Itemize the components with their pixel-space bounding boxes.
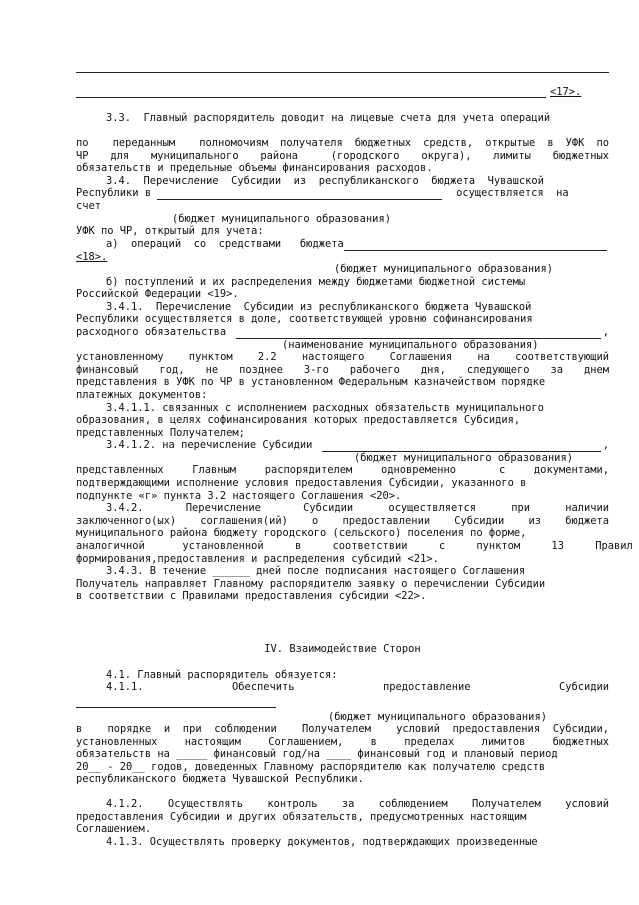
blank-field[interactable] — [236, 329, 601, 339]
paragraph-3-4: 3.4. Перечисление Субсидии из республиканского бюджета Чувашской — [106, 175, 544, 187]
paragraph-4-1-2: 4.1.2. Осуществлять контроль за соблюдением Получателем условий — [106, 798, 609, 810]
text-line: представленных Главным распорядителем одновременно с документами, — [76, 464, 609, 476]
text-line — [76, 490, 609, 503]
blank-line — [76, 97, 546, 98]
text-line: 20__ - 20__ годов, доведенных Главному распорядителю как получателю средств — [76, 761, 546, 773]
text-line: республиканского бюджета Чувашской Республики. — [76, 773, 364, 785]
field-caption: (бюджет муниципального образования) — [334, 263, 553, 275]
text-line: ЧР для муниципального района (городского округа), лимиты бюджетных — [76, 150, 609, 162]
text-line: Российской Федерации <19>. — [76, 288, 239, 300]
blank-field[interactable] — [344, 241, 607, 251]
field-caption: (бюджет муниципального образования) — [354, 452, 573, 464]
text-line: Соглашением. — [76, 823, 152, 835]
field-caption: (бюджет муниципального образования) — [328, 711, 547, 723]
paragraph-4-1: 4.1. Главный распорядитель обязуется: — [106, 669, 338, 681]
text-line: 3.4.1.1. связанных с исполнением расходных обязательств муниципального — [106, 402, 544, 414]
text-line: в порядке и при соблюдении Получателем условий предоставления Субсидии, — [76, 723, 609, 735]
text-fragment: , — [602, 439, 609, 451]
text-line: установленному пунктом 2.2 настоящего Соглашения на соответствующий — [76, 351, 609, 363]
footnote-ref[interactable]: <17>. — [550, 86, 582, 98]
text-line: формирования,предоставления и распределения субсидий <21>. — [76, 553, 439, 565]
text-line: представления в УФК по ЧР в установленном Федеральным казначейством порядке — [76, 376, 546, 388]
paragraph-3-4-3: 3.4.3. В течение ______ дней после подписания настоящего Соглашения — [106, 565, 526, 577]
section-title: IV. Взаимодействие Сторон — [264, 643, 421, 655]
blank-field[interactable] — [322, 442, 600, 452]
paragraph-3-4-2: 3.4.2. Перечисление Субсидии осуществляется при наличии — [106, 502, 609, 514]
text-fragment: , — [602, 326, 609, 338]
text-line: УФК по ЧР, открытый для учета: — [76, 225, 264, 237]
text-line: предоставления Субсидии и других обязательств, предусмотренных настоящим — [76, 811, 527, 823]
text-fragment: подпункте «г» пункта 3.2 настоящего Соглашения <20>. — [76, 490, 402, 502]
text-line: б) поступлений и их распределения между бюджетами бюджетной системы — [106, 276, 526, 288]
text-line: Получатель направляет Главному распорядителю заявку о перечислении Субсидии — [76, 578, 546, 590]
paragraph-3-4-1: 3.4.1. Перечисление Субсидии из республиканского бюджета Чувашской — [106, 301, 532, 313]
text-line — [76, 439, 609, 452]
text-line: подтверждающими исполнение условия предоставления Субсидии, указанного в — [76, 477, 527, 489]
text-fragment: 3.4.1.2. на перечисление Субсидии — [106, 439, 313, 451]
text-fragment: расходного обязательства — [76, 326, 227, 338]
text-line: заключенного(ых) соглашения(ий) о предоставлении Субсидии из бюджета — [76, 515, 609, 527]
text-line — [76, 238, 609, 251]
text-fragment: осуществляется на — [456, 187, 569, 199]
text-line: платежных документов: — [76, 389, 208, 401]
text-line: 4.1.1. Обеспечить предоставление Субсидии — [106, 681, 609, 693]
blank-field[interactable] — [157, 190, 442, 200]
text-line: Республики осуществляется в доле, соответствующей уровню софинансирования — [76, 313, 533, 325]
footnote-ref[interactable]: <18>. — [76, 251, 108, 263]
field-caption: (наименование муниципального образования) — [282, 339, 539, 351]
field-caption: (бюджет муниципального образования) — [172, 213, 391, 225]
text-line: финансовый год, не позднее 3-го рабочего дня, следующего за днем — [76, 364, 609, 376]
text-line: счет — [76, 200, 102, 212]
text-fragment: Республики в — [76, 187, 152, 199]
blank-line — [76, 707, 276, 708]
blank-line — [76, 72, 609, 73]
text-line: муниципального района бюджету городского (сельского) поселения по форме, — [76, 527, 527, 539]
text-fragment: а) операций со средствами бюджета — [106, 238, 344, 250]
paragraph-4-1-3: 4.1.3. Осуществлять проверку документов, подтверждающих произведенные — [106, 836, 538, 848]
text-line: обязательств и предельные объемы финансирования расходов. — [76, 162, 433, 174]
text-line: по переданным полномочиям получателя бюджетных средств, открытые в УФК по — [76, 137, 609, 149]
text-line: образования, в целях софинансирования которых предоставляется Субсидия, — [76, 414, 521, 426]
text-line: аналогичной установленной в соответствии с пунктом 13 Правил — [76, 540, 633, 552]
paragraph-3-3: 3.3. Главный распорядитель доводит на лицевые счета для учета операций — [106, 112, 551, 124]
text-line: в соответствии с Правилами предоставления субсидии <22>. — [76, 590, 427, 602]
text-line — [76, 326, 609, 339]
text-line: обязательств на _____ финансовый год/на ____ финансовый год и плановый период — [76, 748, 558, 760]
text-line: представленных Получателем; — [76, 427, 245, 439]
text-line — [76, 187, 609, 200]
text-line: установленных настоящим Соглашением, в пределах лимитов бюджетных — [76, 736, 609, 748]
